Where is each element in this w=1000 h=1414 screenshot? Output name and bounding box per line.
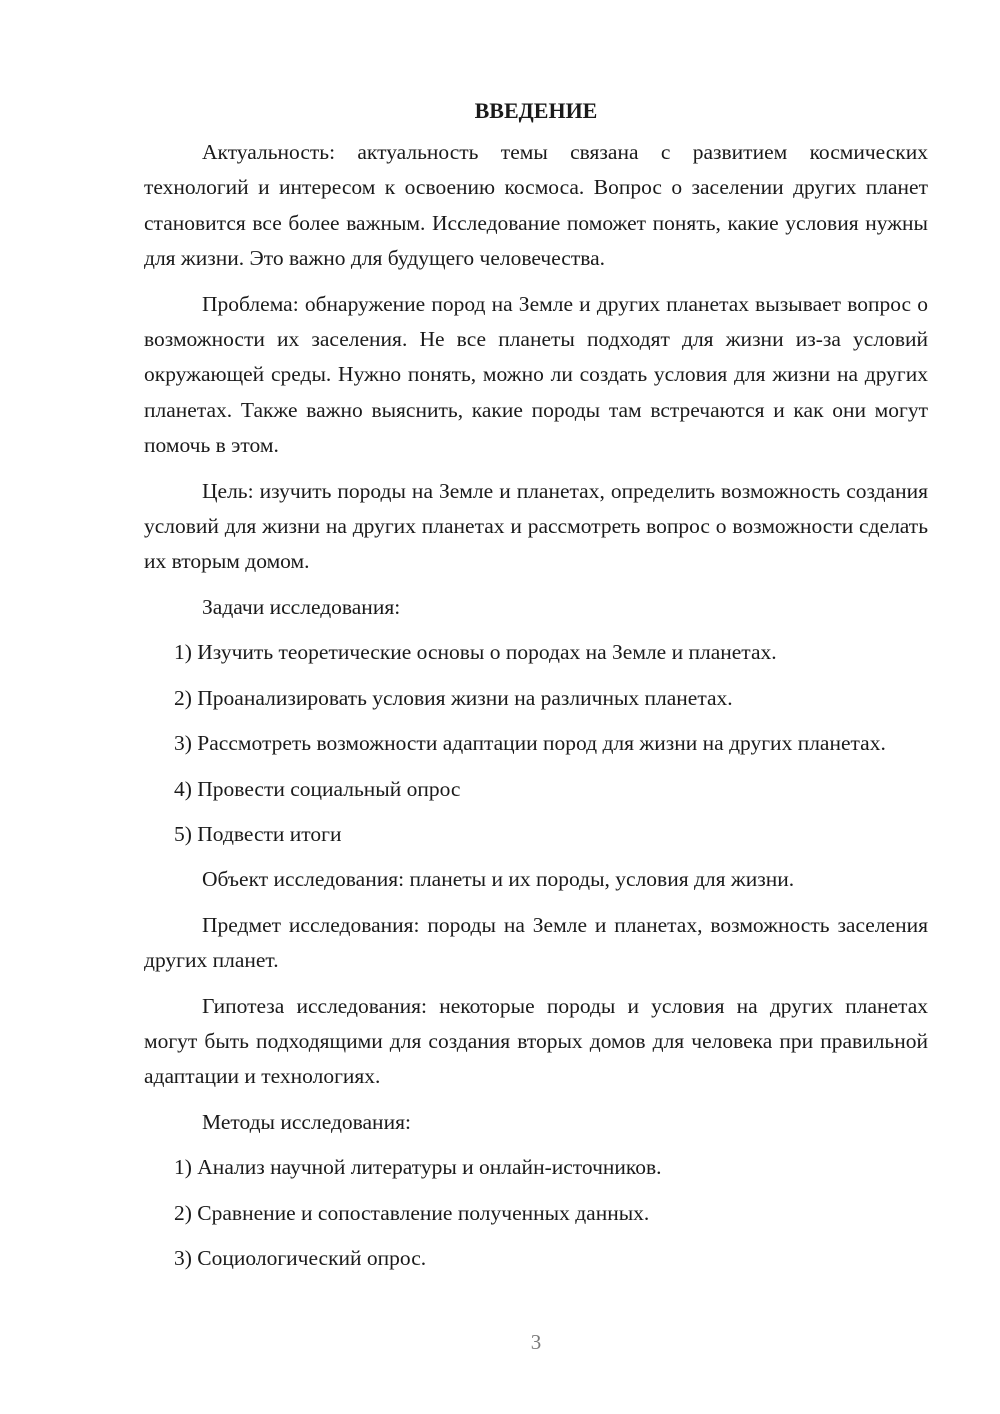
method-item: 2) Сравнение и сопоставление полученных данных. xyxy=(174,1200,650,1225)
problem-paragraph: Проблема: обнаружение пород на Земле и других планетах вызывает вопрос о возможности их заселения. Не все планеты подходят для жизни из-за условий окружающей среды. Нужно понять, можно ли создать условия для жизни на других планетах. Также важно выяснить, какие породы там встречаются и как они могут помочь в этом. xyxy=(144,291,928,458)
method-item: 1) Анализ научной литературы и онлайн-источников. xyxy=(174,1155,662,1180)
methods-list xyxy=(144,1150,928,1276)
relevance-paragraph: Актуальность: актуальность темы связана с развитием космических технологий и интересом к освоению космоса. Вопрос о заселении других планет становится все более важным. Исследование поможет понять, какие условия нужны для жизни. Это важно для будущего человечества. xyxy=(144,140,928,271)
subject-paragraph: Предмет исследования: породы на Земле и планетах, возможность заселения других планет. xyxy=(144,912,928,973)
methods-title: Методы исследования: xyxy=(202,1109,411,1134)
method-item: 3) Социологический опрос. xyxy=(174,1245,427,1270)
section-heading: ВВЕДЕНИЕ xyxy=(474,98,598,123)
task-item: 5) Подвести итоги xyxy=(174,821,342,846)
tasks-list xyxy=(144,635,928,852)
hypothesis-paragraph: Гипотеза исследования: некоторые породы и условия на других планетах могут быть подходящими для создания вторых домов для человека при правильной адаптации и технологиях. xyxy=(144,993,928,1089)
task-item: 4) Провести социальный опрос xyxy=(174,776,461,801)
task-item: 2) Проанализировать условия жизни на различных планетах. xyxy=(174,685,733,710)
page-number: 3 xyxy=(530,1330,542,1354)
document-page xyxy=(144,95,928,1286)
object-paragraph: Объект исследования: планеты и их породы, условия для жизни. xyxy=(202,867,795,892)
task-item: 3) Рассмотреть возможности адаптации пород для жизни на других планетах. xyxy=(174,731,886,756)
task-item: 1) Изучить теоретические основы о породах на Земле и планетах. xyxy=(174,640,777,665)
goal-paragraph: Цель: изучить породы на Земле и планетах, определить возможность создания условий для жизни на других планетах и рассмотреть вопрос о возможности сделать их вторым домом. xyxy=(144,478,928,574)
tasks-title: Задачи исследования: xyxy=(202,594,401,619)
